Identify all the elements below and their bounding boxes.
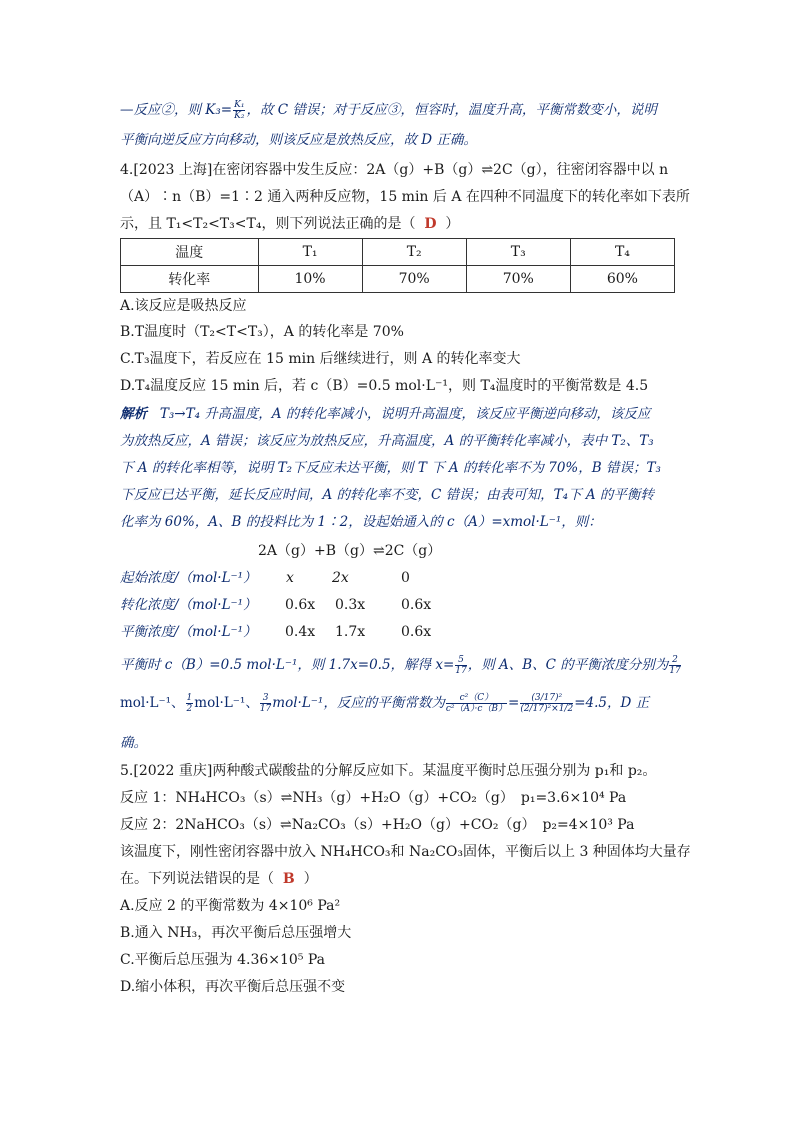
conversion-table bbox=[120, 238, 675, 293]
text: —反应②，则 K₃= bbox=[120, 102, 233, 118]
ice-cell: 0.3x bbox=[335, 597, 366, 613]
analysis-line-6 bbox=[120, 655, 682, 676]
ice-row-label: 平衡浓度/（mol·L⁻¹） bbox=[120, 624, 257, 640]
ice-row-label: 转化浓度/（mol·L⁻¹） bbox=[120, 597, 257, 613]
table-cell: 70% bbox=[362, 266, 466, 293]
text: 示，且 T₁<T₂<T₃<T₄，则下列说法正确的是（ bbox=[120, 216, 416, 232]
q5-option-b: B.通入 NH₃，再次平衡后总压强增大 bbox=[120, 925, 352, 941]
analysis-line-1 bbox=[120, 404, 650, 424]
q5-option-c: C.平衡后总压强为 4.36×10⁵ Pa bbox=[120, 952, 326, 968]
frac-num: (3/17)² bbox=[520, 693, 573, 704]
k-value-fraction bbox=[520, 693, 573, 714]
frac-den: 17 bbox=[669, 666, 681, 676]
table-cell: 60% bbox=[570, 266, 674, 293]
table-cell: T₁ bbox=[258, 239, 362, 266]
solution-line-1 bbox=[120, 100, 657, 121]
text: ） bbox=[445, 216, 460, 232]
analysis-label: 解析 bbox=[120, 406, 147, 422]
text: 平衡时 c（B）=0.5 mol·L⁻¹，则 1.7x=0.5，解得 x= bbox=[120, 657, 455, 673]
q5-answer: B bbox=[282, 871, 295, 887]
text: mol·L⁻¹、 bbox=[120, 695, 185, 711]
text: =4.5，D 正 bbox=[574, 695, 650, 711]
fraction bbox=[186, 693, 194, 714]
ice-row-label: 起始浓度/（mol·L⁻¹） bbox=[120, 570, 257, 586]
ice-cell: x bbox=[286, 570, 294, 586]
ice-cell: 1.7x bbox=[335, 624, 366, 640]
ice-cell: 0.6x bbox=[285, 597, 316, 613]
q4-answer: D bbox=[424, 216, 437, 232]
q5-stem-1: 5.[2022 重庆]两种酸式碳酸盐的分解反应如下。某温度平衡时总压强分别为 p₁和 p₂。 bbox=[120, 763, 657, 779]
table-cell: T₂ bbox=[362, 239, 466, 266]
q4-option-d: D.T₄温度反应 15 min 后，若 c（B）=0.5 mol·L⁻¹，则 T₄温度时的平衡常数是 4.5 bbox=[120, 378, 649, 394]
frac-num: 5 bbox=[455, 655, 466, 666]
frac-den: 17 bbox=[455, 666, 467, 676]
analysis-line-8: 确。 bbox=[120, 735, 147, 751]
reaction-equation: 2A（g）+B（g）⇌2C（g） bbox=[258, 543, 442, 559]
text: mol·L⁻¹，反应的平衡常数为 bbox=[272, 695, 445, 711]
frac-den: 2 bbox=[186, 704, 193, 714]
analysis-line-2: 为放热反应，A 错误；该反应为放热反应，升高温度，A 的平衡转化率减小，表中 T₂、T₃ bbox=[120, 433, 654, 449]
frac-num: 1 bbox=[186, 693, 193, 703]
text: ，则 A、B、C 的平衡浓度分别为 bbox=[467, 657, 669, 673]
analysis-line-5: 化率为 60%，A、B 的投料比为 1∶2，设起始通入的 c（A）=xmol·L⁻¹，则： bbox=[120, 514, 602, 530]
table-row bbox=[121, 266, 675, 293]
k-expression-fraction bbox=[446, 693, 507, 714]
q4-stem-2: （A）∶n（B）=1∶2 通入两种反应物，15 min 后 A 在四种不同温度下的转化率如下表所 bbox=[120, 189, 690, 205]
ice-cell: 0.4x bbox=[285, 624, 316, 640]
q4-option-c: C.T₃温度下，若反应在 15 min 后继续进行，则 A 的转化率变大 bbox=[120, 351, 521, 367]
table-cell: 温度 bbox=[121, 239, 259, 266]
frac-den: K₂ bbox=[234, 111, 245, 121]
q5-reaction-2: 反应 2：2NaHCO₃（s）⇌Na₂CO₃（s）+H₂O（g）+CO₂（g） p₂=4×10³ Pa bbox=[120, 817, 635, 833]
analysis-line-3: 下 A 的转化率相等，说明 T₂下反应未达平衡，则 T 下 A 的转化率不为 70%，B 错误；T₃ bbox=[120, 460, 661, 476]
table-header-row bbox=[121, 239, 675, 266]
solution-line-2: 平衡向逆反应方向移动，则该反应是放热反应，故 D 正确。 bbox=[120, 132, 477, 148]
fraction bbox=[455, 655, 466, 676]
text: ，故 C 错误；对于反应③，恒容时，温度升高，平衡常数变小，说明 bbox=[246, 102, 657, 118]
frac-num: K₁ bbox=[234, 100, 245, 110]
q4-option-b: B.T温度时（T₂<T<T₃），A 的转化率是 70% bbox=[120, 324, 404, 340]
q4-stem-1: 4.[2023 上海]在密闭容器中发生反应：2A（g）+B（g）⇌2C（g），往密闭容器中以 n bbox=[120, 162, 669, 178]
k-ratio-fraction bbox=[233, 100, 245, 121]
ice-cell: 0 bbox=[401, 570, 410, 586]
q5-reaction-1: 反应 1：NH₄HCO₃（s）⇌NH₃（g）+H₂O（g）+CO₂（g） p₁=3.6×10⁴ Pa bbox=[120, 790, 627, 806]
text: 在。下列说法错误的是（ bbox=[120, 871, 274, 887]
fraction bbox=[669, 655, 680, 676]
table-cell: 10% bbox=[258, 266, 362, 293]
frac-den: c²（A）·c（B） bbox=[445, 704, 507, 714]
table-cell: 转化率 bbox=[121, 266, 259, 293]
q4-option-a: A.该反应是吸热反应 bbox=[120, 298, 247, 314]
ice-cell: 2x bbox=[332, 570, 349, 586]
q5-stem-2: 该温度下，刚性密闭容器中放入 NH₄HCO₃和 Na₂CO₃固体，平衡后以上 3 种固体均大量存 bbox=[120, 844, 691, 860]
text: mol·L⁻¹、 bbox=[194, 695, 259, 711]
fraction bbox=[260, 693, 271, 714]
frac-den: 17 bbox=[259, 704, 272, 714]
analysis-line-7 bbox=[120, 693, 649, 714]
ice-cell: 0.6x bbox=[401, 624, 432, 640]
table-cell: T₃ bbox=[466, 239, 570, 266]
frac-den: (2/17)²×1/2 bbox=[520, 704, 574, 714]
ice-cell: 0.6x bbox=[401, 597, 432, 613]
q4-stem-3 bbox=[120, 214, 459, 234]
text: = bbox=[508, 695, 520, 711]
frac-num: 2 bbox=[669, 655, 680, 666]
frac-num: 3 bbox=[260, 693, 271, 704]
frac-num: c²（C） bbox=[446, 693, 507, 704]
table-cell: 70% bbox=[466, 266, 570, 293]
text: T₃→T₄ 升高温度，A 的转化率减小，说明升高温度，该反应平衡逆向移动，该反应 bbox=[159, 406, 651, 422]
q5-option-a: A.反应 2 的平衡常数为 4×10⁶ Pa² bbox=[120, 898, 341, 914]
table-cell: T₄ bbox=[570, 239, 674, 266]
analysis-line-4: 下反应已达平衡，延长反应时间，A 的转化率不变，C 错误；由表可知，T₄下 A 的平衡转 bbox=[120, 487, 654, 503]
q5-stem-3 bbox=[120, 869, 318, 889]
q5-option-d: D.缩小体积，再次平衡后总压强不变 bbox=[120, 979, 346, 995]
text: ） bbox=[303, 871, 318, 887]
